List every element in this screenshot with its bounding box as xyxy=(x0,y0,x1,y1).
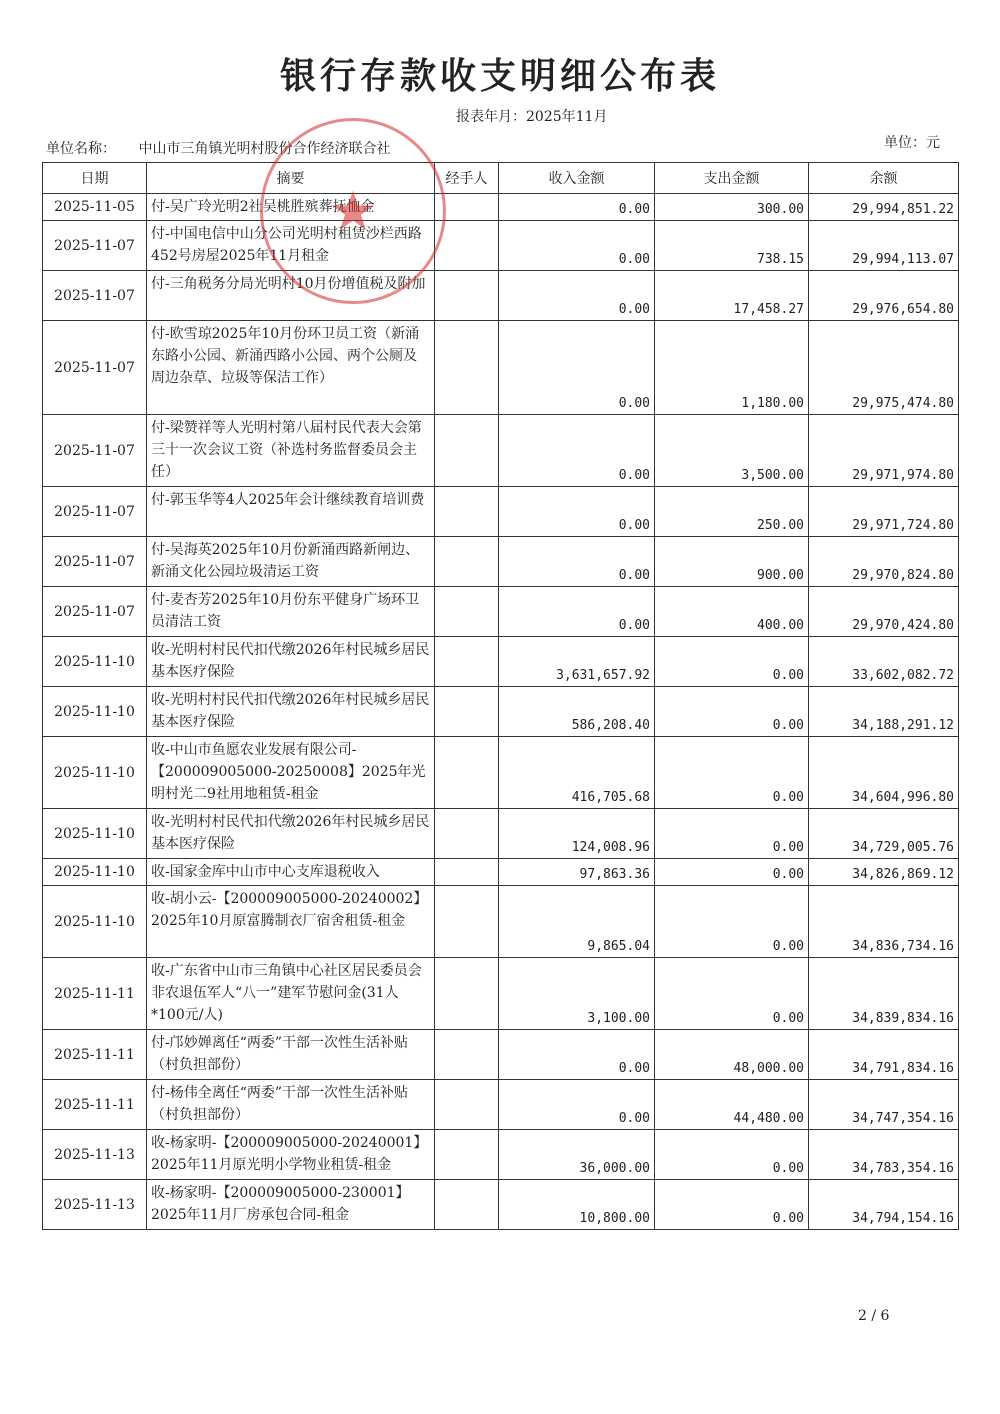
ledger-table xyxy=(42,162,959,1230)
cell-balance: 29,970,824.80 xyxy=(809,537,959,587)
cell-date: 2025-11-10 xyxy=(43,886,147,958)
table-header-row xyxy=(43,163,959,194)
cell-summary: 收-中山市鱼愿农业发展有限公司-【200009005000-20250008】2025年光明村光二9社用地租赁-租金 xyxy=(147,737,435,809)
table-row xyxy=(43,587,959,637)
cell-handler xyxy=(435,194,499,221)
page-title: 银行存款收支明细公布表 xyxy=(279,55,720,97)
cell-income: 9,865.04 xyxy=(499,886,655,958)
cell-date: 2025-11-10 xyxy=(43,737,147,809)
cell-income: 0.00 xyxy=(499,194,655,221)
cell-summary: 付-杨伟全离任“两委”干部一次性生活补贴（村负担部份） xyxy=(147,1080,435,1130)
cell-date: 2025-11-05 xyxy=(43,194,147,221)
cell-handler xyxy=(435,1130,499,1180)
cell-balance: 34,188,291.12 xyxy=(809,687,959,737)
table-row xyxy=(43,271,959,321)
cell-handler xyxy=(435,487,499,537)
cell-expense: 3,500.00 xyxy=(655,415,809,487)
cell-expense: 738.15 xyxy=(655,221,809,271)
cell-handler xyxy=(435,809,499,859)
cell-summary: 收-杨家明-【200009005000-230001】2025年11月厂房承包合同-租金 xyxy=(147,1180,435,1230)
cell-date: 2025-11-10 xyxy=(43,687,147,737)
cell-summary: 收-杨家明-【200009005000-20240001】2025年11月原光明小学物业租赁-租金 xyxy=(147,1130,435,1180)
cell-summary: 付-郭玉华等4人2025年会计继续教育培训费 xyxy=(147,487,435,537)
cell-date: 2025-11-10 xyxy=(43,859,147,886)
cell-income: 97,863.36 xyxy=(499,859,655,886)
cell-summary: 付-中国电信中山分公司光明村租赁沙栏西路452号房屋2025年11月租金 xyxy=(147,221,435,271)
cell-summary: 收-光明村村民代扣代缴2026年村民城乡居民基本医疗保险 xyxy=(147,687,435,737)
cell-handler xyxy=(435,1180,499,1230)
col-income-header: 收入金额 xyxy=(499,163,655,194)
cell-income: 36,000.00 xyxy=(499,1130,655,1180)
cell-balance: 34,836,734.16 xyxy=(809,886,959,958)
cell-date: 2025-11-13 xyxy=(43,1180,147,1230)
cell-handler xyxy=(435,221,499,271)
cell-income: 0.00 xyxy=(499,221,655,271)
cell-date: 2025-11-11 xyxy=(43,1080,147,1130)
cell-summary: 收-国家金库中山市中心支库退税收入 xyxy=(147,859,435,886)
cell-expense: 0.00 xyxy=(655,1180,809,1230)
cell-expense: 0.00 xyxy=(655,886,809,958)
cell-income: 0.00 xyxy=(499,271,655,321)
cell-summary: 付-吴广玲光明2社吴桃胜殡葬抚恤金 xyxy=(147,194,435,221)
cell-income: 3,631,657.92 xyxy=(499,637,655,687)
cell-balance: 34,604,996.80 xyxy=(809,737,959,809)
cell-summary: 付-三角税务分局光明村10月份增值税及附加 xyxy=(147,271,435,321)
table-row xyxy=(43,859,959,886)
cell-date: 2025-11-07 xyxy=(43,587,147,637)
cell-handler xyxy=(435,737,499,809)
cell-expense: 17,458.27 xyxy=(655,271,809,321)
cell-handler xyxy=(435,1030,499,1080)
table-row xyxy=(43,1180,959,1230)
table-row xyxy=(43,809,959,859)
cell-summary: 收-光明村村民代扣代缴2026年村民城乡居民基本医疗保险 xyxy=(147,809,435,859)
cell-expense: 400.00 xyxy=(655,587,809,637)
cell-balance: 29,994,851.22 xyxy=(809,194,959,221)
cell-balance: 34,839,834.16 xyxy=(809,958,959,1030)
cell-summary: 付-梁赞祥等人光明村第八届村民代表大会第三十一次会议工资（补选村务监督委员会主任） xyxy=(147,415,435,487)
cell-expense: 0.00 xyxy=(655,1130,809,1180)
unit-name-line xyxy=(46,138,390,158)
cell-income: 0.00 xyxy=(499,1030,655,1080)
cell-balance: 34,783,354.16 xyxy=(809,1130,959,1180)
cell-income: 0.00 xyxy=(499,321,655,415)
cell-handler xyxy=(435,537,499,587)
cell-income: 586,208.40 xyxy=(499,687,655,737)
table-row xyxy=(43,221,959,271)
unit-name: 中山市三角镇光明村股份合作经济联合社 xyxy=(138,141,391,157)
cell-summary: 收-光明村村民代扣代缴2026年村民城乡居民基本医疗保险 xyxy=(147,637,435,687)
table-row xyxy=(43,1030,959,1080)
currency-unit: 单位：元 xyxy=(884,135,940,151)
cell-expense: 0.00 xyxy=(655,637,809,687)
col-balance-header: 余额 xyxy=(809,163,959,194)
page-number: 2 / 6 xyxy=(858,1308,890,1324)
cell-income: 0.00 xyxy=(499,487,655,537)
cell-expense: 250.00 xyxy=(655,487,809,537)
seal-star-icon: ★ xyxy=(328,179,378,243)
col-date-header: 日期 xyxy=(43,163,147,194)
table-row xyxy=(43,194,959,221)
cell-income: 0.00 xyxy=(499,537,655,587)
cell-handler xyxy=(435,687,499,737)
cell-income: 3,100.00 xyxy=(499,958,655,1030)
cell-summary: 付-邝妙婵离任“两委”干部一次性生活补贴（村负担部份） xyxy=(147,1030,435,1080)
table-row xyxy=(43,1080,959,1130)
cell-expense: 0.00 xyxy=(655,737,809,809)
cell-expense: 0.00 xyxy=(655,958,809,1030)
cell-expense: 0.00 xyxy=(655,859,809,886)
cell-balance: 34,826,869.12 xyxy=(809,859,959,886)
cell-balance: 34,794,154.16 xyxy=(809,1180,959,1230)
cell-expense: 48,000.00 xyxy=(655,1030,809,1080)
unit-name-label: 单位名称： xyxy=(46,141,116,157)
cell-expense: 0.00 xyxy=(655,687,809,737)
cell-balance: 34,791,834.16 xyxy=(809,1030,959,1080)
table-row xyxy=(43,487,959,537)
cell-balance: 34,729,005.76 xyxy=(809,809,959,859)
cell-balance: 29,970,424.80 xyxy=(809,587,959,637)
cell-income: 0.00 xyxy=(499,1080,655,1130)
cell-balance: 33,602,082.72 xyxy=(809,637,959,687)
cell-summary: 付-麦杏芳2025年10月份东平健身广场环卫员清洁工资 xyxy=(147,587,435,637)
cell-balance: 29,976,654.80 xyxy=(809,271,959,321)
col-handler-header: 经手人 xyxy=(435,163,499,194)
table-row xyxy=(43,687,959,737)
cell-summary: 收-广东省中山市三角镇中心社区居民委员会非农退伍军人“八一”建军节慰问金(31人*100元/人) xyxy=(147,958,435,1030)
cell-date: 2025-11-07 xyxy=(43,537,147,587)
cell-handler xyxy=(435,637,499,687)
cell-balance: 29,994,113.07 xyxy=(809,221,959,271)
cell-expense: 300.00 xyxy=(655,194,809,221)
cell-handler xyxy=(435,958,499,1030)
report-period: 报表年月：2025年11月 xyxy=(456,109,608,125)
cell-handler xyxy=(435,271,499,321)
cell-date: 2025-11-13 xyxy=(43,1130,147,1180)
table-row xyxy=(43,958,959,1030)
cell-expense: 900.00 xyxy=(655,537,809,587)
cell-date: 2025-11-11 xyxy=(43,1030,147,1080)
cell-date: 2025-11-07 xyxy=(43,321,147,415)
table-row xyxy=(43,1130,959,1180)
table-row xyxy=(43,886,959,958)
cell-income: 0.00 xyxy=(499,415,655,487)
cell-expense: 0.00 xyxy=(655,809,809,859)
cell-date: 2025-11-07 xyxy=(43,271,147,321)
col-summary-header: 摘要 xyxy=(147,163,435,194)
cell-handler xyxy=(435,886,499,958)
cell-summary: 付-欧雪琼2025年10月份环卫员工资（新涌东路小公园、新涌西路小公园、两个公厕及周边杂草、垃圾等保洁工作） xyxy=(147,321,435,415)
cell-balance: 34,747,354.16 xyxy=(809,1080,959,1130)
cell-summary: 付-吴海英2025年10月份新涌西路新闸边、新涌文化公园垃圾清运工资 xyxy=(147,537,435,587)
cell-income: 0.00 xyxy=(499,587,655,637)
cell-balance: 29,975,474.80 xyxy=(809,321,959,415)
table-row xyxy=(43,415,959,487)
table-row xyxy=(43,537,959,587)
cell-date: 2025-11-07 xyxy=(43,221,147,271)
cell-handler xyxy=(435,321,499,415)
cell-handler xyxy=(435,1080,499,1130)
cell-date: 2025-11-10 xyxy=(43,809,147,859)
cell-summary: 收-胡小云-【200009005000-20240002】2025年10月原富腾制衣厂宿舍租赁-租金 xyxy=(147,886,435,958)
cell-date: 2025-11-07 xyxy=(43,487,147,537)
cell-income: 416,705.68 xyxy=(499,737,655,809)
cell-income: 124,008.96 xyxy=(499,809,655,859)
table-row xyxy=(43,737,959,809)
cell-expense: 1,180.00 xyxy=(655,321,809,415)
cell-income: 10,800.00 xyxy=(499,1180,655,1230)
cell-date: 2025-11-11 xyxy=(43,958,147,1030)
cell-handler xyxy=(435,415,499,487)
cell-expense: 44,480.00 xyxy=(655,1080,809,1130)
cell-date: 2025-11-07 xyxy=(43,415,147,487)
cell-date: 2025-11-10 xyxy=(43,637,147,687)
cell-handler xyxy=(435,587,499,637)
table-row xyxy=(43,637,959,687)
table-row xyxy=(43,321,959,415)
cell-balance: 29,971,724.80 xyxy=(809,487,959,537)
cell-handler xyxy=(435,859,499,886)
col-expense-header: 支出金额 xyxy=(655,163,809,194)
cell-balance: 29,971,974.80 xyxy=(809,415,959,487)
